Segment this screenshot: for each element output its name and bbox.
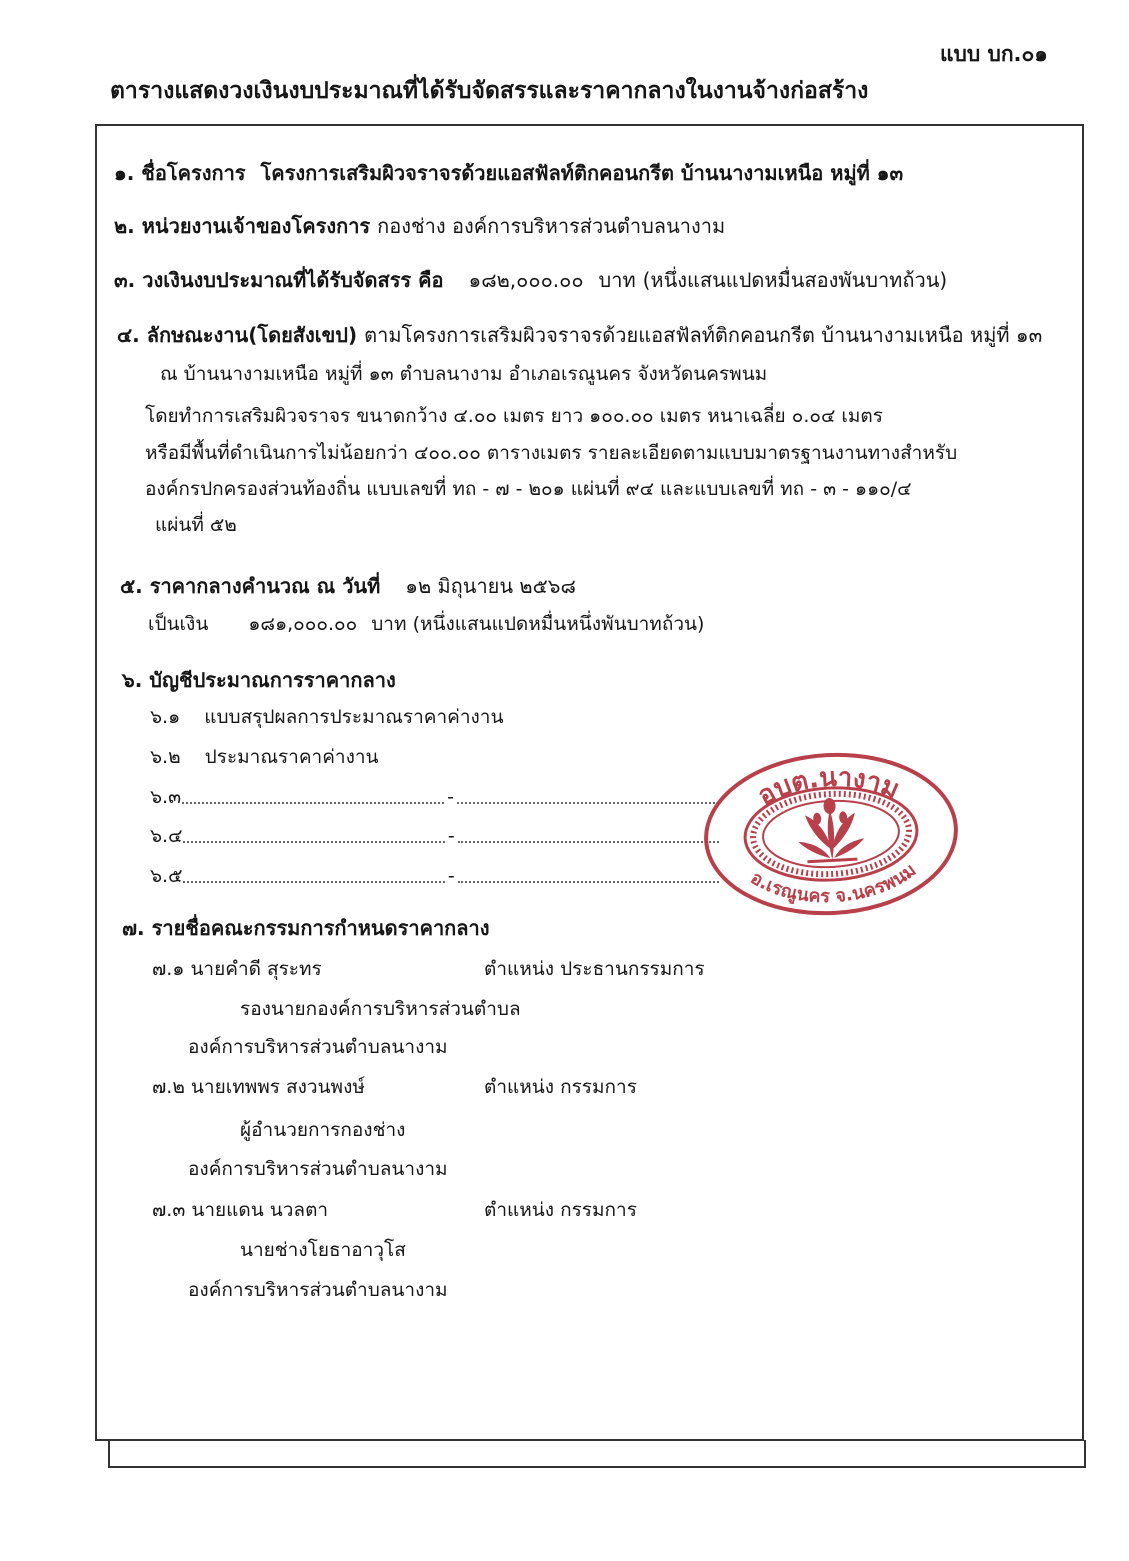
estimate-num: ๖.๒ <box>150 746 181 768</box>
committee-member-name-row <box>152 956 322 982</box>
committee-member-title: นายช่างโยธาอาวุโส <box>240 1239 406 1261</box>
estimate-row <box>150 744 379 770</box>
committee-member-num: ๗.๑ <box>152 958 185 980</box>
committee-position-label: ตำแหน่ง <box>484 1199 555 1221</box>
budget-amount: ๑๘๒,๐๐๐.๐๐ <box>468 268 584 292</box>
dotted-leader <box>182 801 444 804</box>
budget-unit: บาท <box>598 268 636 292</box>
form-code: แบบ บก.๐๑ <box>940 42 1048 66</box>
median-price-label: ๕. ราคากลางคำนวณ ณ วันที่ <box>120 574 381 598</box>
budget-label: ๓. วงเงินงบประมาณที่ได้รับจัดสรร คือ <box>114 268 444 292</box>
estimate-num: ๖.๑ <box>150 706 181 728</box>
estimate-row <box>150 704 503 730</box>
committee-position: ประธานกรรมการ <box>560 958 705 980</box>
estimates-heading: ๖. บัญชีประมาณการราคากลาง <box>122 668 396 692</box>
project-owner-row <box>114 213 725 239</box>
committee-member-name: นายแดน นวลตา <box>191 1199 329 1221</box>
estimate-text: ประมาณราคาค่างาน <box>204 746 379 768</box>
estimate-text: แบบสรุปผลการประมาณราคาค่างาน <box>204 706 504 728</box>
budget-row <box>114 267 947 293</box>
seal-plant-emblem <box>796 796 865 863</box>
committee-position-label: ตำแหน่ง <box>484 958 555 980</box>
description-detail-line: หรือมีพื้นที่ดำเนินการไม่น้อยกว่า ๔๐๐.๐๐ ตารางเมตร รายละเอียดตามแบบมาตรฐานงานทางสำหรับ <box>145 442 958 464</box>
committee-position: กรรมการ <box>560 1199 637 1221</box>
dotted-leader <box>457 801 719 804</box>
estimate-text: - <box>447 825 455 847</box>
dotted-leader <box>458 880 719 883</box>
median-price-amount: ๑๘๑,๐๐๐.๐๐ <box>248 613 358 635</box>
dotted-leader <box>183 840 444 843</box>
official-seal-stamp <box>700 748 962 920</box>
description-detail-line: แผ่นที่ ๕๒ <box>155 514 237 536</box>
budget-amount-text: (หนึ่งแสนแปดหมื่นสองพันบาทถ้วน) <box>642 268 948 292</box>
estimate-num: ๖.๔ <box>150 825 183 847</box>
median-price-amount-row <box>148 611 704 637</box>
estimate-row-blank <box>150 784 720 810</box>
estimate-row-blank <box>150 823 720 849</box>
committee-member-position-row <box>484 956 705 982</box>
estimate-num: ๖.๓ <box>150 786 182 808</box>
committee-heading: ๗. รายชื่อคณะกรรมการกำหนดราคากลาง <box>122 916 490 940</box>
dotted-leader <box>183 880 444 883</box>
committee-member-num: ๗.๒ <box>152 1076 185 1098</box>
project-owner-value: กองช่าง องค์การบริหารส่วนตำบลนางาม <box>377 214 726 238</box>
description-row <box>117 322 1042 348</box>
page-title: ตารางแสดงวงเงินงบประมาณที่ได้รับจัดสรรและราคากลางในงานจ้างก่อสร้าง <box>110 78 869 104</box>
median-price-date: ๑๒ มิถุนายน ๒๕๖๘ <box>405 574 576 598</box>
committee-member-num: ๗.๓ <box>152 1199 186 1221</box>
median-price-amount-label: เป็นเงิน <box>148 613 209 635</box>
description-detail-line: องค์กรปกครองส่วนท้องถิ่น แบบเลขที่ ทถ - ๗ - ๒๐๑ แผ่นที่ ๙๔ และแบบเลขที่ ทถ - ๓ - ๑๑๐/๔ <box>145 478 912 500</box>
project-owner-label: ๒. หน่วยงานเจ้าของโครงการ <box>114 214 371 238</box>
description-detail-line: โดยทำการเสริมผิวจราจร ขนาดกว้าง ๔.๐๐ เมตร ยาว ๑๐๐.๐๐ เมตร หนาเฉลี่ย ๐.๐๔ เมตร <box>145 405 883 427</box>
description-line-2: ณ บ้านนางามเหนือ หมู่ที่ ๑๓ ตำบลนางาม อำเภอเรณูนคร จังหวัดนครพนม <box>160 363 768 385</box>
median-price-unit: บาท <box>371 613 407 635</box>
estimate-num: ๖.๕ <box>150 865 183 887</box>
description-label: ๔. ลักษณะงาน(โดยสังเขป) <box>117 323 358 347</box>
committee-member-name: นายคำดี สุระทร <box>190 958 322 980</box>
seal-bottom-text: อ.เรณูนคร จ.นครพนม <box>746 859 921 908</box>
median-price-row <box>120 573 576 599</box>
committee-member-position-row <box>484 1074 637 1100</box>
committee-member-org: องค์การบริหารส่วนตำบลนางาม <box>188 1158 448 1180</box>
committee-member-name-row <box>152 1074 365 1100</box>
content-frame-shadow <box>108 1440 1086 1468</box>
estimate-text: - <box>447 786 454 808</box>
committee-member-org: องค์การบริหารส่วนตำบลนางาม <box>188 1279 448 1301</box>
description-line-1: ตามโครงการเสริมผิวจราจรด้วยแอสฟัลท์ติกคอนกรีต บ้านนางามเหนือ หมู่ที่ ๑๓ <box>364 323 1043 347</box>
committee-member-title: รองนายกองค์การบริหารส่วนตำบล <box>240 998 521 1020</box>
dotted-leader <box>458 840 719 843</box>
estimate-row-blank <box>150 863 720 889</box>
project-name-value: โครงการเสริมผิวจราจรด้วยแอสฟัลท์ติกคอนกรีต บ้านนางามเหนือ หมู่ที่ ๑๓ <box>260 161 904 185</box>
committee-member-name: นายเทพพร สงวนพงษ์ <box>190 1076 365 1098</box>
project-name-row <box>114 160 903 186</box>
committee-member-name-row <box>152 1197 328 1223</box>
committee-member-org: องค์การบริหารส่วนตำบลนางาม <box>188 1036 448 1058</box>
estimate-text: - <box>447 865 455 887</box>
median-price-amount-text: (หนึ่งแสนแปดหมื่นหนึ่งพันบาทถ้วน) <box>412 613 705 635</box>
project-name-label: ๑. ชื่อโครงการ <box>114 161 246 185</box>
seal-top-text: อบต.นางาม <box>752 762 904 812</box>
committee-position-label: ตำแหน่ง <box>484 1076 555 1098</box>
committee-member-position-row <box>484 1197 637 1223</box>
committee-position: กรรมการ <box>560 1076 637 1098</box>
committee-member-title: ผู้อำนวยการกองช่าง <box>240 1119 406 1141</box>
